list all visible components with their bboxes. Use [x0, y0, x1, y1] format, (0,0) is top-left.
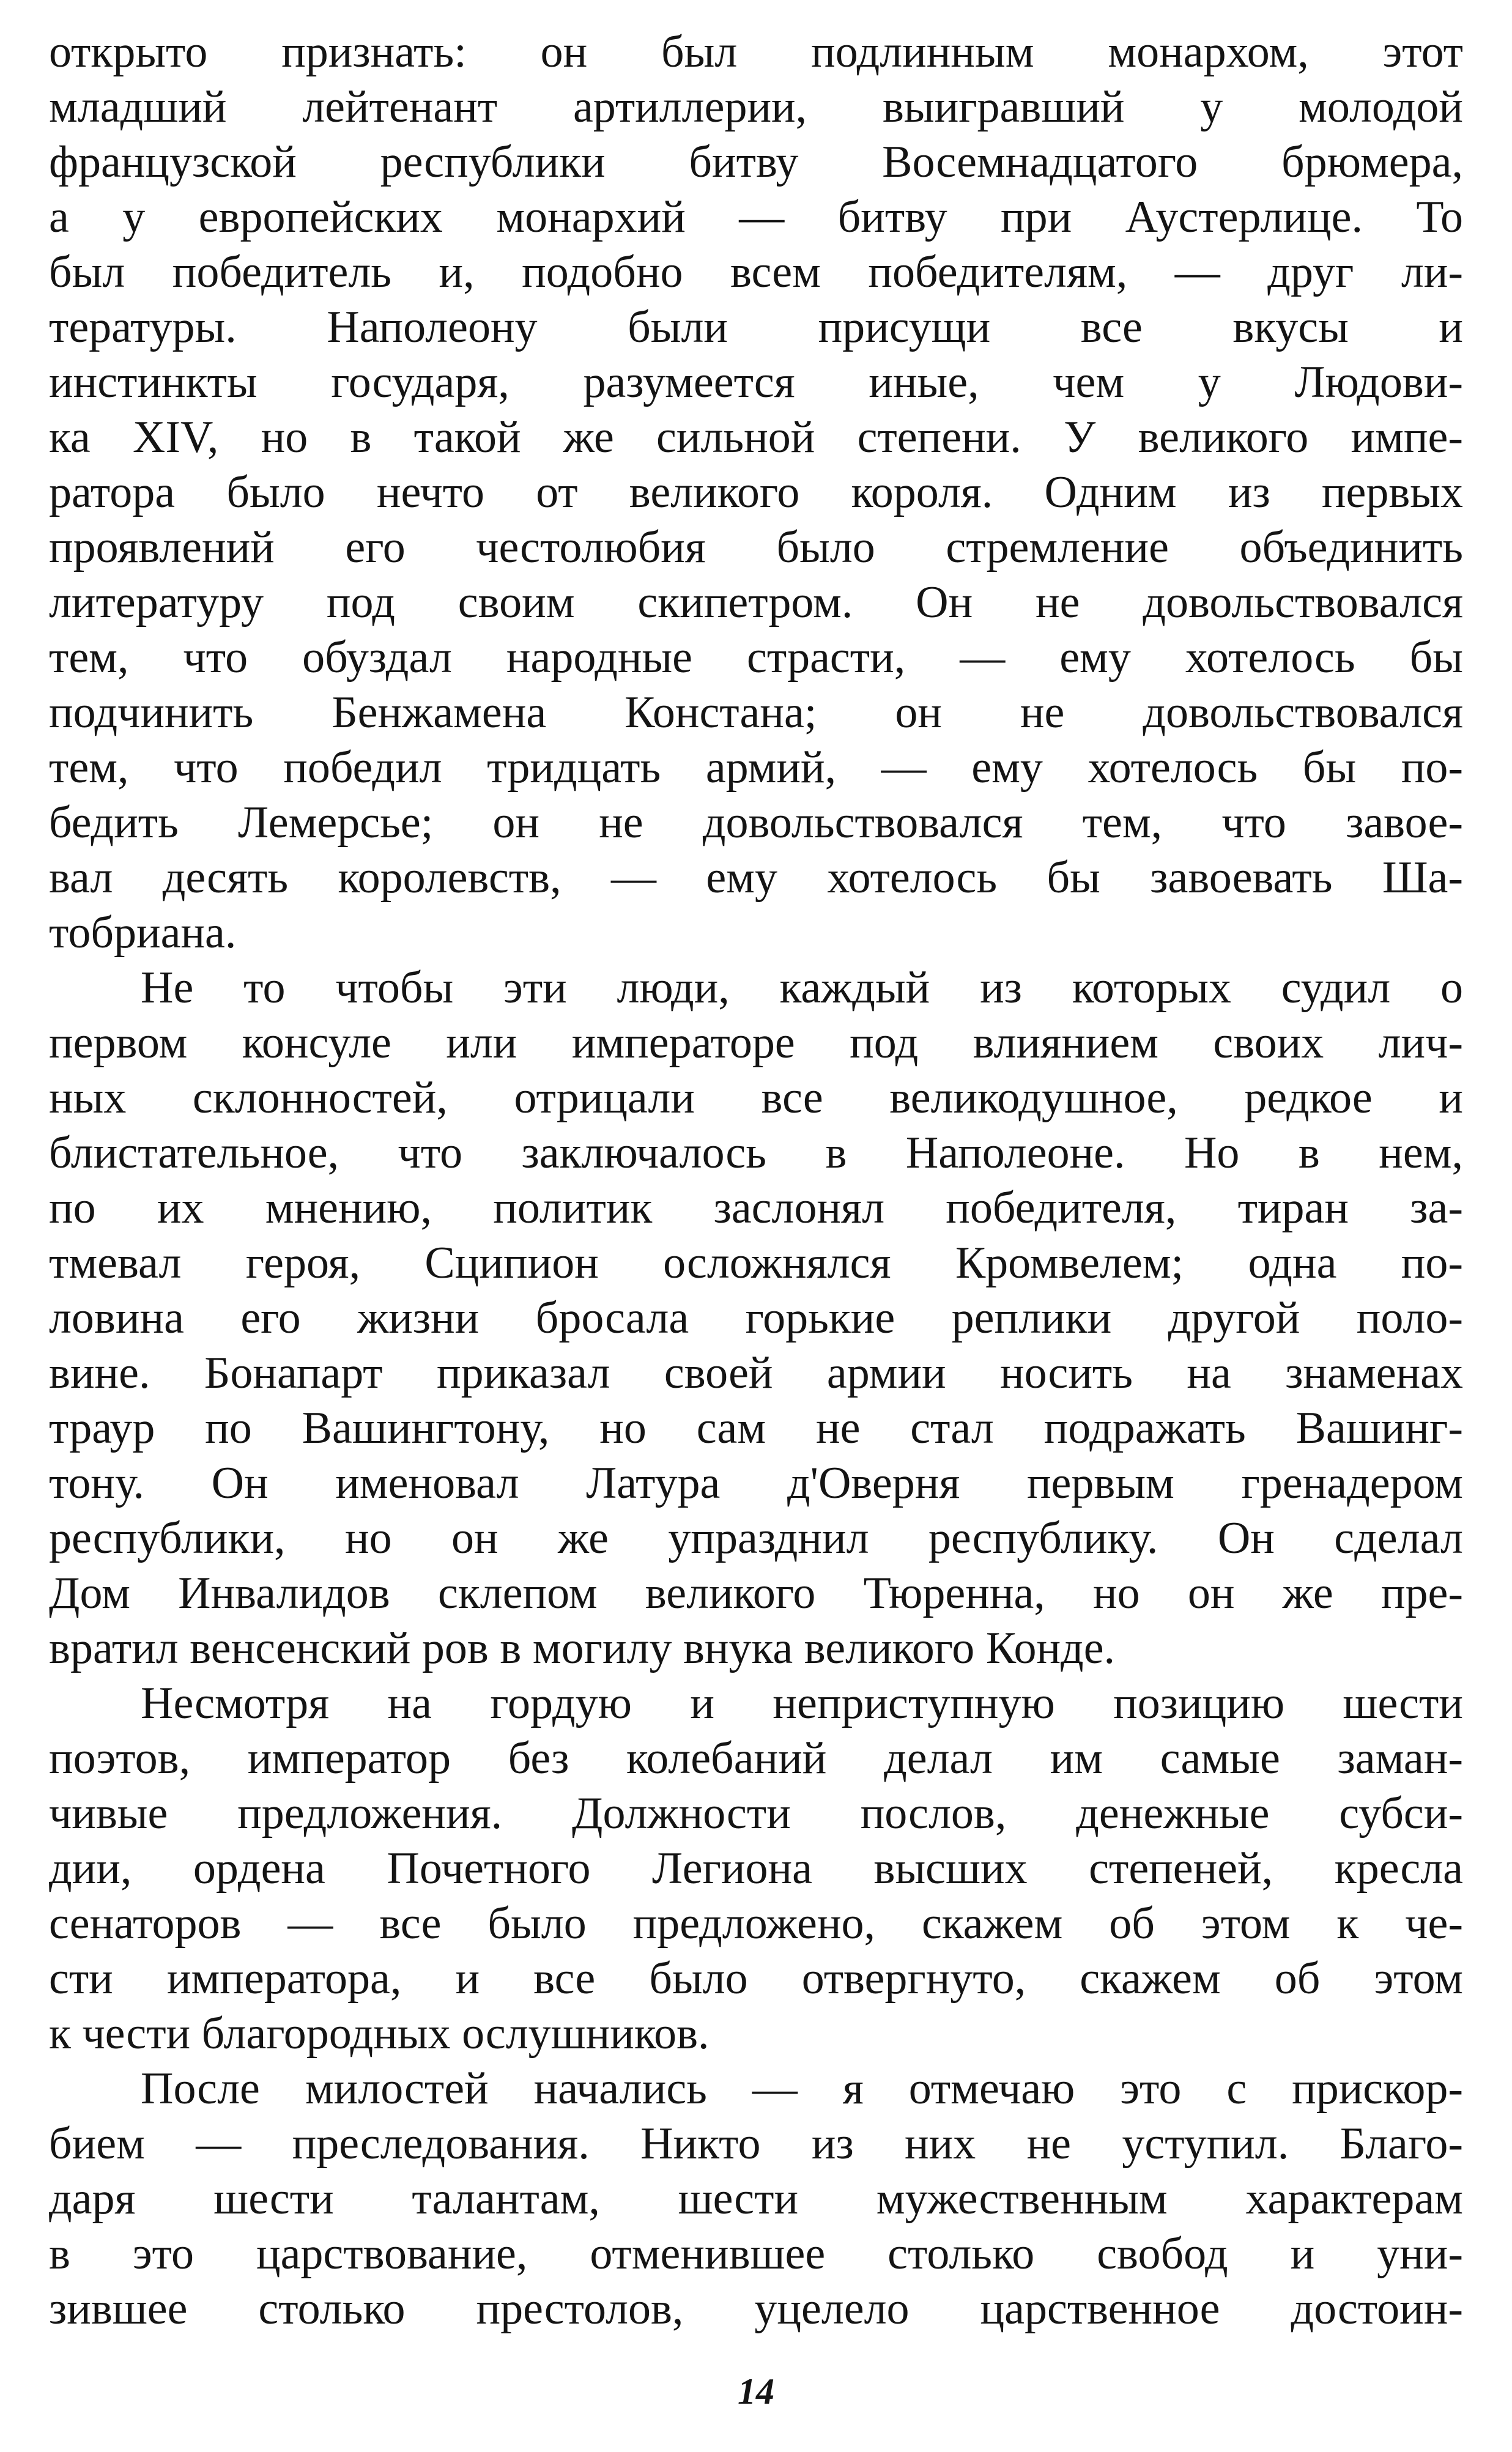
text-line: ловина его жизни бросала горькие реплики другой поло-	[49, 1293, 1463, 1343]
text-line: Дом Инвалидов склепом великого Тюренна, но он же пре-	[49, 1568, 1463, 1618]
text-line: к чести благородных ослушников.	[49, 2009, 710, 2059]
text-line: тем, что победил тридцать армий, — ему хотелось бы по-	[49, 743, 1463, 793]
text-line: дии, ордена Почетного Легиона высших степеней, кресла	[49, 1843, 1463, 1894]
text-line: ных склонностей, отрицали все великодушное, редкое и	[49, 1073, 1463, 1123]
text-line: траур по Вашингтону, но сам не стал подражать Вашинг-	[49, 1403, 1463, 1453]
text-line: тмевал героя, Сципион осложнялся Кромвелем; одна по-	[49, 1238, 1463, 1288]
text-line: сенаторов — все было предложено, скажем об этом к че-	[49, 1898, 1463, 1949]
book-page	[49, 24, 1463, 2428]
text-line: поэтов, император без колебаний делал им самые заман-	[49, 1733, 1463, 1783]
text-line: французской республики битву Восемнадцатого брюмера,	[49, 137, 1463, 187]
text-line: тобриана.	[49, 908, 237, 958]
page-number: 14	[738, 2371, 774, 2412]
text-line: чивые предложения. Должности послов, денежные субси-	[49, 1788, 1463, 1839]
text-line: вал десять королевств, — ему хотелось бы завоевать Ша-	[49, 853, 1463, 903]
text-line: бием — преследования. Никто из них не уступил. Благо-	[49, 2119, 1463, 2169]
paragraph-first-line: Несмотря на гордую и неприступную позицию шести	[141, 1678, 1463, 1728]
text-line: проявлений его честолюбия было стремление объединить	[49, 522, 1463, 572]
text-line: зившее столько престолов, уцелело царственное достоин-	[49, 2284, 1463, 2334]
text-line: тературы. Наполеону были присущи все вкусы и	[49, 302, 1463, 352]
text-line: вратил венсенский ров в могилу внука великого Конде.	[49, 1623, 1116, 1673]
text-line: республики, но он же упразднил республику. Он сделал	[49, 1513, 1463, 1563]
text-line: тем, что обуздал народные страсти, — ему хотелось бы	[49, 632, 1463, 683]
text-line: младший лейтенант артиллерии, выигравший у молодой	[49, 82, 1463, 132]
text-line: вине. Бонапарт приказал своей армии носить на знаменах	[49, 1348, 1463, 1398]
text-line: в это царствование, отменившее столько свобод и уни-	[49, 2229, 1463, 2279]
text-line: бедить Лемерсье; он не довольствовался тем, что завое-	[49, 798, 1463, 848]
paragraph-first-line: Не то чтобы эти люди, каждый из которых судил о	[141, 963, 1463, 1013]
text-line: сти императора, и все было отвергнуто, скажем об этом	[49, 1954, 1463, 2004]
text-line: был победитель и, подобно всем победителям, — друг ли-	[49, 247, 1463, 297]
text-line: даря шести талантам, шести мужественным характерам	[49, 2174, 1463, 2224]
text-line: ка XIV, но в такой же сильной степени. У великого импе-	[49, 412, 1463, 462]
text-line: по их мнению, политик заслонял победителя, тиран за-	[49, 1183, 1463, 1233]
text-line: первом консуле или императоре под влиянием своих лич-	[49, 1018, 1463, 1068]
text-line: блистательное, что заключалось в Наполеоне. Но в нем,	[49, 1128, 1463, 1178]
text-line: инстинкты государя, разумеется иные, чем у Людови-	[49, 357, 1463, 407]
text-line: открыто признать: он был подлинным монархом, этот	[49, 27, 1463, 77]
text-line: а у европейских монархий — битву при Аустерлице. То	[49, 192, 1463, 242]
text-line: тону. Он именовал Латура д'Оверня первым гренадером	[49, 1458, 1463, 1508]
text-line: литературу под своим скипетром. Он не довольствовался	[49, 577, 1463, 628]
text-line: ратора было нечто от великого короля. Одним из первых	[49, 467, 1463, 517]
text-line: подчинить Бенжамена Констана; он не довольствовался	[49, 687, 1463, 738]
paragraph-first-line: После милостей начались — я отмечаю это с прискор-	[141, 2064, 1463, 2114]
